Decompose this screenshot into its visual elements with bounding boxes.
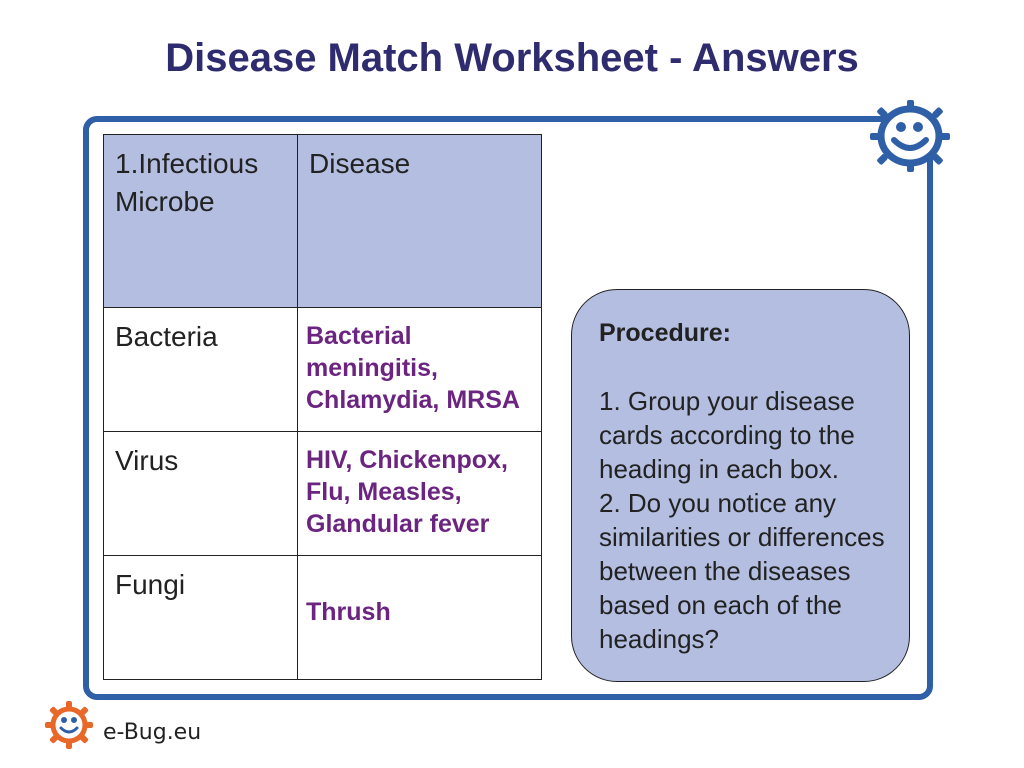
disease-cell (298, 308, 542, 432)
microbe-label: Virus (115, 445, 179, 476)
microbe-label: Fungi (115, 569, 186, 600)
procedure-step-1: 1. Group your disease cards according to the heading in each box. (599, 386, 855, 484)
microbe-cell (104, 308, 298, 432)
disease-answer: Bacterial meningitis, Chlamydia, MRSA (306, 322, 520, 414)
header-disease-label: Disease (309, 148, 411, 179)
disease-answer: Thrush (306, 598, 391, 626)
smiling-microbe-icon (870, 100, 950, 172)
microbe-cell (104, 556, 298, 680)
procedure-step-2: 2. Do you notice any similarities or differences between the diseases based on each of the headings? (599, 488, 885, 654)
header-microbe-label: 1.Infectious Microbe (115, 148, 259, 217)
header-cell-microbe (104, 135, 298, 308)
procedure-heading: Procedure: (599, 319, 731, 347)
disease-match-table (103, 134, 542, 680)
header-cell-disease (298, 135, 542, 308)
e-bug-logo-icon (44, 700, 94, 750)
table-row (104, 556, 542, 680)
microbe-label: Bacteria (115, 321, 218, 352)
table-header-row (104, 135, 542, 308)
microbe-cell (104, 432, 298, 556)
footer-brand: e-Bug.eu (103, 720, 202, 745)
table-row (104, 432, 542, 556)
disease-answer: HIV, Chickenpox, Flu, Measles, Glandular fever (306, 446, 508, 538)
procedure-box (571, 289, 910, 682)
disease-cell (298, 556, 542, 680)
disease-cell (298, 432, 542, 556)
page-title: Disease Match Worksheet - Answers (165, 36, 859, 80)
table-row (104, 308, 542, 432)
